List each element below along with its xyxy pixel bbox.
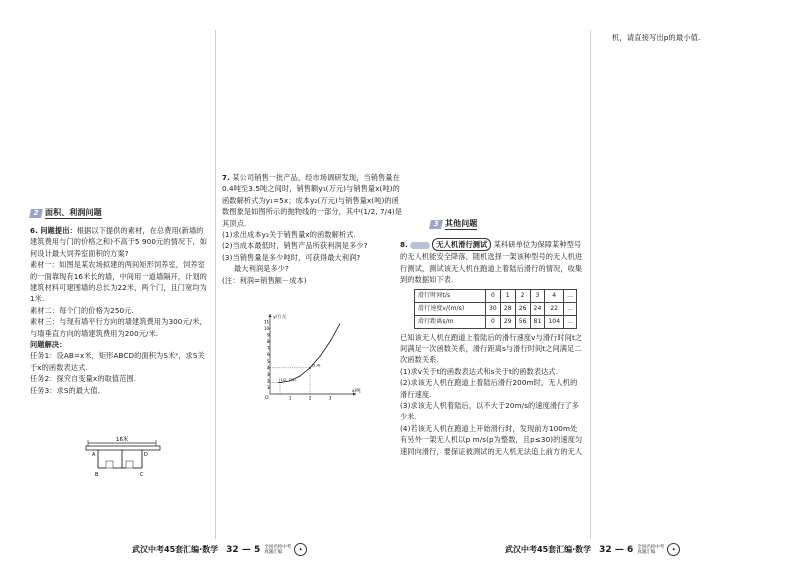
- table-cell: 56: [515, 315, 530, 328]
- wall-length-label: 16米: [116, 437, 129, 443]
- q8-sub-3: (3)求该无人机着陆后，以不大于20m/s的速度滑行了多少米.: [400, 401, 580, 422]
- section-title: 其他问题: [445, 218, 477, 230]
- table-cell: 22: [545, 302, 564, 315]
- table-cell: 2: [515, 289, 530, 302]
- question-6-label: 问题提出：: [40, 226, 77, 235]
- footer-series: 全国名校中考真题汇编: [264, 544, 292, 555]
- table-cell: 30: [486, 302, 501, 315]
- y-axis-arrow: [269, 314, 272, 317]
- question-8-intro: [400, 238, 584, 286]
- question-tag: 无人机滑行测试: [432, 238, 491, 251]
- section-header-other: [430, 218, 584, 230]
- question-number: 7.: [222, 173, 230, 182]
- table-cell: 1: [500, 289, 515, 302]
- y-tick-label: 7: [267, 345, 270, 351]
- pen-diagram: [84, 434, 164, 480]
- x-tick-label: 1: [288, 395, 292, 401]
- point-label: (2,4): [311, 362, 321, 368]
- right-column: [400, 218, 584, 457]
- point-label-a: A: [92, 452, 96, 458]
- test-data-table: [414, 289, 577, 329]
- section-badge: 2: [29, 209, 43, 218]
- question-6-text: 根据以下提供的素材，在总费用(新墙的建筑费用与门的价格之和)不高于5 900元的情况下，如何设计最大饲养室面积的方案?: [30, 226, 208, 258]
- y-tick-label: 11: [264, 319, 270, 325]
- table-cell: 29: [500, 315, 515, 328]
- q7-note: (注：利润=销售额－成本): [222, 275, 307, 285]
- page-fold-line: [590, 30, 591, 539]
- y-tick-label: 6: [267, 352, 270, 358]
- q7-sub-2: (2)当成本最低时，销售产品所获利润是多少?: [222, 241, 368, 251]
- continued-text: 机，请直接写出p的最小值.: [612, 33, 701, 42]
- table-row: [415, 302, 577, 315]
- door-1: [106, 461, 113, 468]
- footer-left: [132, 543, 307, 556]
- y-tick-label: 1: [267, 384, 270, 390]
- y-tick-label: 8: [267, 339, 270, 345]
- publisher-logo-icon: ✦: [667, 543, 680, 556]
- x-axis-label: x/吨: [352, 389, 361, 394]
- question-6-intro: [30, 225, 210, 259]
- question-number: 6.: [30, 226, 38, 235]
- page-fold-line: [215, 30, 216, 539]
- point-label-c: C: [140, 472, 144, 478]
- table-cell: 3: [530, 289, 545, 302]
- q7-sub-1: (1)求出成本y₂关于销售量x的函数解析式.: [222, 230, 356, 240]
- footer-title: 武汉中考45套汇编·数学: [505, 545, 592, 554]
- table-cell: …: [564, 315, 577, 328]
- y-tick-label: 5: [267, 358, 270, 364]
- table-row: [415, 315, 577, 328]
- table-cell: …: [564, 302, 577, 315]
- y-tick-label: 4: [267, 365, 270, 371]
- table-cell: 0: [486, 289, 501, 302]
- test-tag-icon: [410, 242, 430, 249]
- y-tick-label: 2: [267, 378, 270, 384]
- material-2: 素材二：每个门的价格为250元.: [30, 305, 134, 315]
- door-2: [126, 461, 133, 468]
- table-cell: 0: [486, 315, 501, 328]
- middle-column: [222, 172, 404, 286]
- task-2: 任务2：探究自变量x的取值范围.: [30, 374, 137, 384]
- table-cell: 4: [545, 289, 564, 302]
- table-cell: 26: [515, 302, 530, 315]
- footer-page-number: 32 — 6: [599, 544, 634, 555]
- vertex-label: (1/2, 7/4): [279, 378, 296, 383]
- solve-label: 问题解决：: [30, 340, 67, 350]
- publisher-logo-icon: ✦: [294, 543, 307, 556]
- question-7-text: [222, 172, 404, 229]
- point-label-b: B: [95, 472, 99, 478]
- vertex-guide-lines: [270, 383, 280, 394]
- existing-wall: [86, 446, 160, 450]
- table-row: [415, 289, 577, 302]
- y-tick-label: 9: [267, 332, 270, 338]
- point-label-d: D: [144, 452, 148, 458]
- table-cell: 81: [530, 315, 545, 328]
- left-column: [30, 207, 210, 396]
- q7-sub-3: (3)当销售量是多少吨时，可获得最大利润?: [222, 252, 361, 262]
- cost-chart: [252, 312, 362, 404]
- y-tick-label: 10: [264, 326, 270, 332]
- table-row-label: 滑行时间t/s: [415, 289, 486, 302]
- q8-sub-2: (2)求该无人机在跑道上着陆后滑行200m时，无人机的滑行速度.: [400, 378, 578, 399]
- table-cell: …: [564, 289, 577, 302]
- material-1: 素材一：如图是某农场拟建的两间矩形饲养室，饲养室的一面靠现有16米长的墙，中间用一道墙隔开，计划的建筑材料可建围墙的总长为22米，两个门，且门宽均为1米.: [30, 260, 207, 304]
- section-header-area-profit: [30, 207, 210, 219]
- question-8-after: 已知该无人机在跑道上着陆后的滑行速度v与滑行时间t之间满足一次函数关系，滑行距离s与滑行时间t之间满足二次函数关系.: [400, 332, 583, 365]
- table-row-label: 滑行距离s/m: [415, 315, 486, 328]
- section-badge: 3: [429, 220, 443, 229]
- task-3: 任务3：求S的最大值.: [30, 385, 101, 395]
- origin-label: O: [265, 396, 269, 401]
- x-tick-label: 3: [328, 395, 332, 401]
- task-1: 任务1：设AB=x米，矩形ABCD的面积为S米²，求S关于x的函数表达式.: [30, 351, 205, 372]
- question-number: 8.: [400, 240, 408, 249]
- cost-curve: [278, 324, 340, 383]
- table-cell: 104: [545, 315, 564, 328]
- section-title: 面积、利润问题: [45, 207, 102, 219]
- question-7-body: 某公司销售一批产品，经市场调研发现，当销售量在0.4吨至3.5吨之间时，销售额y₁(万元)与销售量x(吨)的函数解析式为y₁=5x；成本y₂(万元)与销售量x(吨)的函数图象是如图所示的抛物线的一部分，其中(1/2, 7/4)是其顶点.: [222, 173, 403, 228]
- material-3: 素材三：与现有墙平行方向的墙建筑费用为300元/米，与墙垂直方向的墙建筑费用为200元/米.: [30, 317, 207, 338]
- q7-sub-3-cont: 最大利润是多少?: [234, 264, 289, 274]
- footer-right: [505, 543, 680, 556]
- table-cell: 24: [530, 302, 545, 315]
- q8-sub-1: (1)求v关于t的函数表达式和s关于t的函数表达式.: [400, 366, 559, 376]
- y-axis-label: y/万元: [273, 315, 287, 320]
- question-8-text: 某科研单位为保障某种型号的无人机能安全降落，随机选择一架该种型号的无人机进行测试，测试该无人机在跑道上着陆后滑行的情况，收集到的数据如下表.: [400, 240, 583, 285]
- footer-title: 武汉中考45套汇编·数学: [132, 545, 219, 554]
- footer-series: 全国名校中考真题汇编: [637, 544, 665, 555]
- table-row-label: 滑行速度v/(m/s): [415, 302, 486, 315]
- table-cell: 28: [500, 302, 515, 315]
- footer-page-number: 32 — 5: [226, 544, 261, 555]
- q8-sub-4: (4)若该无人机在跑道上开始滑行时，发现前方100m处有另外一架无人机以p m/s(p为整数，且p≤30)的速度匀速同向滑行，要保证被测试的无人机无法追上前方的无人: [400, 423, 583, 456]
- y-tick-label: 3: [267, 371, 270, 377]
- x-tick-label: 2: [308, 395, 312, 401]
